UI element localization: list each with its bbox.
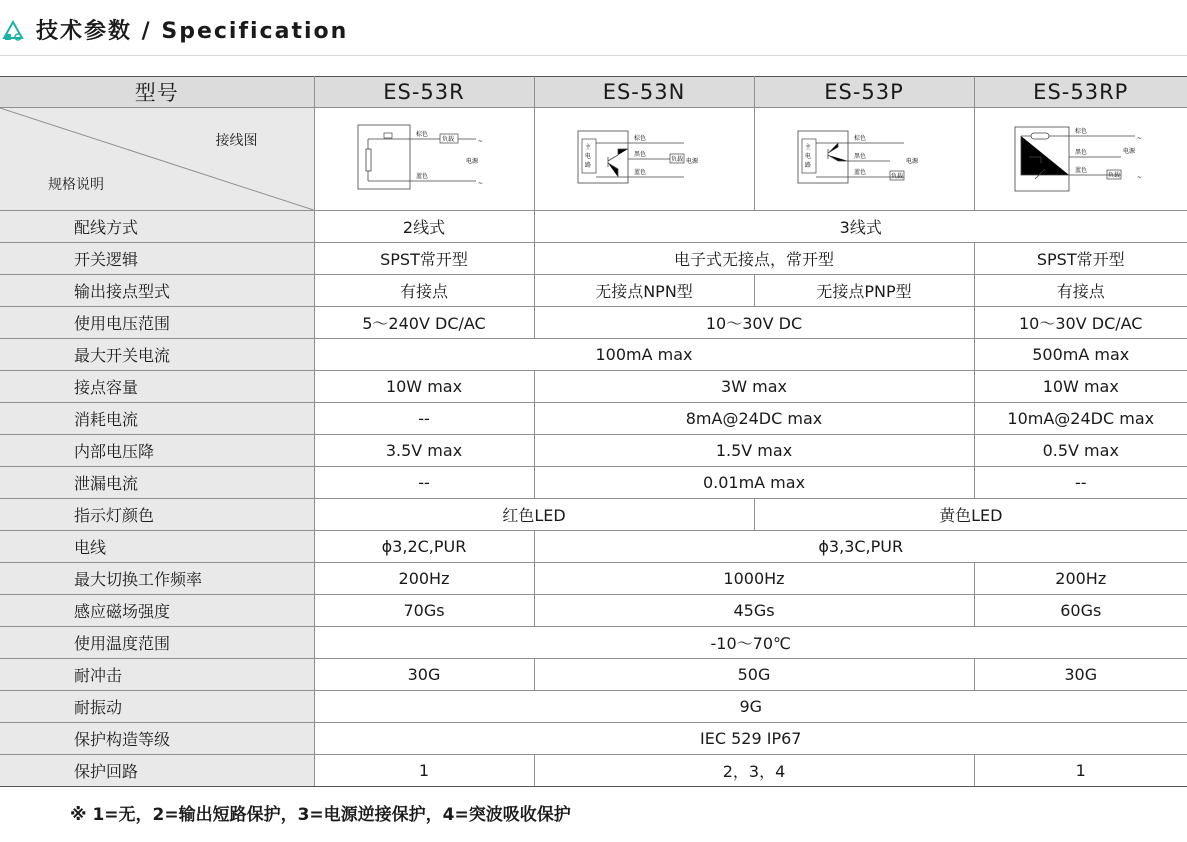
table-cell: 1 (974, 755, 1187, 787)
reed-switch-wiring-diagram (354, 119, 494, 199)
row-label: 使用电压范围 (0, 307, 314, 339)
row-label: 最大切换工作频率 (0, 563, 314, 595)
load-label: 负载 (891, 173, 904, 180)
blue-wire-label: 蓝色 (416, 173, 429, 180)
page-title: 技术参数 / Specification (36, 19, 349, 44)
wiring-es-53n (534, 108, 754, 211)
table-cell: SPST常开型 (314, 243, 534, 275)
table-cell: 9G (314, 691, 1187, 723)
table-row (0, 467, 1187, 499)
table-cell: 1.5V max (534, 435, 974, 467)
pnp-wiring-diagram (794, 119, 934, 199)
svg-text:~: ~ (478, 138, 484, 145)
table-cell: 有接点 (314, 275, 534, 307)
row-label: 使用温度范围 (0, 627, 314, 659)
table-row (0, 339, 1187, 371)
table-cell: 0.01mA max (534, 467, 974, 499)
model-es-53rp: ES-53RP (974, 77, 1187, 108)
table-cell: 8mA@24DC max (534, 403, 974, 435)
relay-wiring-diagram (1011, 119, 1151, 199)
table-cell: 5～240V DC/AC (314, 307, 534, 339)
row-label: 电线 (0, 531, 314, 563)
model-es-53r: ES-53R (314, 77, 534, 108)
brown-wire-label: 棕色 (854, 135, 867, 142)
row-label: 开关逻辑 (0, 243, 314, 275)
table-cell: 10W max (314, 371, 534, 403)
table-cell: -- (314, 403, 534, 435)
row-label: 接点容量 (0, 371, 314, 403)
spec-table (0, 76, 1187, 787)
table-cell: 有接点 (974, 275, 1187, 307)
table-cell: IEC 529 IP67 (314, 723, 1187, 755)
table-cell: 1000Hz (534, 563, 974, 595)
table-cell: -- (314, 467, 534, 499)
load-label: 负载 (671, 156, 684, 163)
table-cell: 100mA max (314, 339, 974, 371)
row-label: 消耗电流 (0, 403, 314, 435)
load-label: 负载 (1107, 172, 1120, 179)
table-cell: 无接点NPN型 (534, 275, 754, 307)
table-row (0, 659, 1187, 691)
table-row (0, 595, 1187, 627)
spec-description-label: 规格说明 (48, 177, 104, 193)
table-cell: 30G (314, 659, 534, 691)
footnote: ※ 1=无，2=输出短路保护，3=电源逆接保护，4=突波吸收保护 (70, 805, 571, 825)
wiring-diagram-label: 接线图 (215, 133, 258, 149)
brown-wire-label: 棕色 (1074, 128, 1087, 135)
row-label: 最大开关电流 (0, 339, 314, 371)
table-row (0, 403, 1187, 435)
corner-header-cell (0, 108, 314, 211)
table-row (0, 563, 1187, 595)
wiring-es-53rp (974, 108, 1187, 211)
table-cell: 1 (314, 755, 534, 787)
svg-text:电: 电 (585, 153, 592, 160)
table-cell: 3.5V max (314, 435, 534, 467)
table-cell: 10mA@24DC max (974, 403, 1187, 435)
table-cell: ϕ3,3C,PUR (534, 531, 1187, 563)
row-label: 配线方式 (0, 211, 314, 243)
row-label: 泄漏电流 (0, 467, 314, 499)
table-cell: 10～30V DC/AC (974, 307, 1187, 339)
table-row (0, 723, 1187, 755)
table-cell: 红色LED (314, 499, 754, 531)
table-cell: 3W max (534, 371, 974, 403)
table-cell: 2，3，4 (534, 755, 974, 787)
blue-wire-label: 蓝色 (634, 169, 647, 176)
table-row (0, 307, 1187, 339)
row-label: 保护构造等级 (0, 723, 314, 755)
svg-text:~: ~ (1136, 174, 1142, 181)
table-cell: 60Gs (974, 595, 1187, 627)
wiring-diagram-row (0, 108, 1187, 211)
black-wire-label: 黑色 (634, 151, 647, 158)
table-cell: 500mA max (974, 339, 1187, 371)
table-row (0, 435, 1187, 467)
table-row (0, 499, 1187, 531)
npn-wiring-diagram (574, 119, 714, 199)
power-label: 电源 (686, 158, 699, 165)
table-cell: 0.5V max (974, 435, 1187, 467)
table-cell: 70Gs (314, 595, 534, 627)
table-cell: 45Gs (534, 595, 974, 627)
svg-text:电: 电 (805, 153, 812, 160)
blue-wire-label: 蓝色 (854, 169, 867, 176)
brown-wire-label: 棕色 (416, 131, 429, 138)
table-row (0, 243, 1187, 275)
svg-text:路: 路 (805, 162, 812, 169)
row-label: 感应磁场强度 (0, 595, 314, 627)
table-cell: 50G (534, 659, 974, 691)
table-row (0, 691, 1187, 723)
table-cell: 2线式 (314, 211, 534, 243)
black-wire-label: 黑色 (1074, 149, 1087, 156)
table-header-row (0, 77, 1187, 108)
row-label: 保护回路 (0, 755, 314, 787)
table-row (0, 627, 1187, 659)
diagonal-divider (0, 108, 314, 210)
svg-text:主: 主 (585, 144, 592, 151)
model-es-53p: ES-53P (754, 77, 974, 108)
power-label: 电源 (1122, 148, 1135, 155)
svg-text:路: 路 (585, 162, 592, 169)
row-label: 输出接点型式 (0, 275, 314, 307)
table-cell: 黄色LED (754, 499, 1187, 531)
table-cell: 200Hz (314, 563, 534, 595)
table-cell: 200Hz (974, 563, 1187, 595)
row-label: 耐冲击 (0, 659, 314, 691)
load-label: 负载 (442, 136, 455, 143)
table-cell: -- (974, 467, 1187, 499)
power-label: 电源 (466, 158, 479, 165)
table-row (0, 755, 1187, 787)
svg-text:~: ~ (1136, 135, 1142, 142)
logo-icon (2, 20, 24, 42)
table-row (0, 211, 1187, 243)
wiring-es-53r (314, 108, 534, 211)
table-row (0, 371, 1187, 403)
table-cell: 无接点PNP型 (754, 275, 974, 307)
power-label: 电源 (906, 158, 919, 165)
table-row (0, 531, 1187, 563)
row-label: 指示灯颜色 (0, 499, 314, 531)
table-cell: 10～30V DC (534, 307, 974, 339)
table-cell: SPST常开型 (974, 243, 1187, 275)
table-cell: -10～70℃ (314, 627, 1187, 659)
table-cell: 30G (974, 659, 1187, 691)
table-row (0, 275, 1187, 307)
wiring-es-53p (754, 108, 974, 211)
row-label: 耐振动 (0, 691, 314, 723)
page-header (0, 0, 1187, 56)
table-cell: 3线式 (534, 211, 1187, 243)
row-label: 内部电压降 (0, 435, 314, 467)
table-cell: 10W max (974, 371, 1187, 403)
model-es-53n: ES-53N (534, 77, 754, 108)
black-wire-label: 黑色 (854, 153, 867, 160)
brown-wire-label: 棕色 (634, 135, 647, 142)
table-cell: 电子式无接点，常开型 (534, 243, 974, 275)
header-divider (0, 55, 1187, 56)
model-label: 型号 (0, 77, 314, 108)
svg-text:~: ~ (478, 180, 484, 187)
blue-wire-label: 蓝色 (1074, 167, 1087, 174)
svg-text:主: 主 (805, 144, 812, 151)
table-cell: ϕ3,2C,PUR (314, 531, 534, 563)
